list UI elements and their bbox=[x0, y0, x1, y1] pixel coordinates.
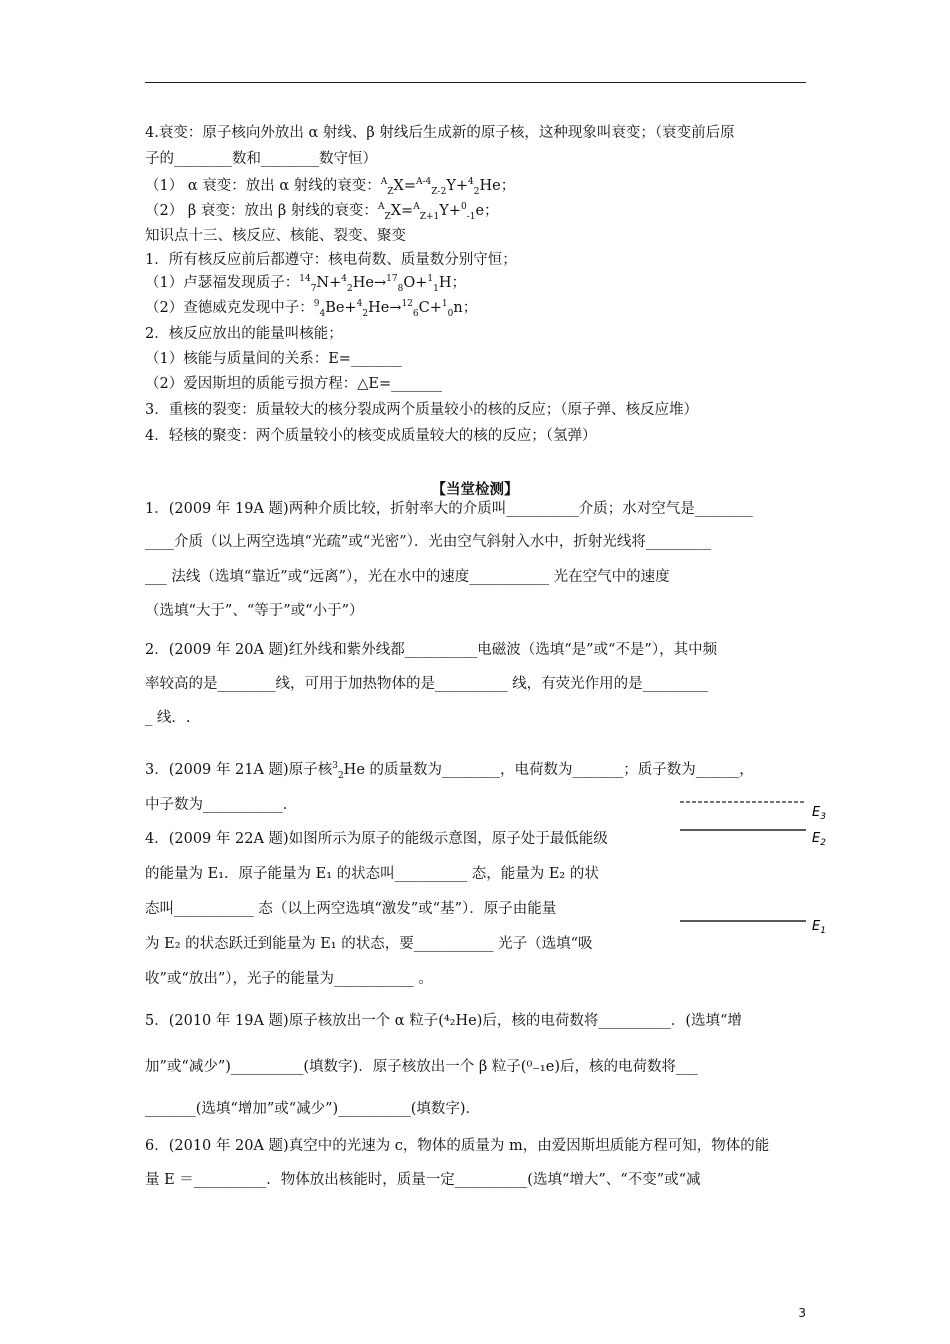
question-line: 5．(2010 年 19A 题)原子核放出一个 α 粒子(⁴₂He)后，核的电荷数将__________．(选填“增 bbox=[145, 1013, 742, 1029]
question-line: 的能量为 E₁．原子能量为 E₁ 的状态叫__________ 态，能量为 E₂ 的状 bbox=[145, 866, 599, 882]
text-line: 2．核反应放出的能量叫核能； bbox=[145, 326, 343, 342]
text-line: 1．所有核反应前后都遵守：核电荷数、质量数分别守恒； bbox=[145, 252, 517, 268]
question-line: （选填“大于”、“等于”或“小于”） bbox=[145, 603, 364, 619]
question-line: ___ 法线（选填“靠近”或“远离”），光在水中的速度___________ 光在空气中的速度 bbox=[145, 569, 670, 585]
text-line: （2）查德威克发现中子：$^9_4$Be+$^4_2$He→$^{12}_6$C+$^1_0$n； bbox=[145, 299, 478, 319]
text-line: （1）核能与质量间的关系：E=_______ bbox=[145, 351, 402, 367]
question-line: 收”或“放出”），光子的能量为___________ 。 bbox=[145, 971, 433, 987]
section-title: 【当堂检测】 bbox=[431, 481, 519, 498]
text-line: 4.衰变：原子核向外放出 α 射线、β 射线后生成新的原子核，这种现象叫衰变；（衰变前后原 bbox=[145, 125, 735, 141]
text-line: 知识点十三、核反应、核能、裂变、聚变 bbox=[145, 228, 406, 244]
question-line: 中子数为___________． bbox=[145, 797, 298, 813]
level-e3-label: $E_3$ bbox=[812, 805, 826, 822]
question-line: 为 E₂ 的状态跃迁到能量为 E₁ 的状态，要___________ 光子（选填“吸 bbox=[145, 936, 593, 952]
question-line: 1．(2009 年 19A 题)两种介质比较，折射率大的介质叫__________介质；水对空气是________ bbox=[145, 501, 753, 517]
question-line: 3．(2009 年 21A 题)原子核$^3_2$He 的质量数为________，电荷数为_______；质子数为______， bbox=[145, 761, 754, 781]
text-line: 3．重核的裂变：质量较大的核分裂成两个质量较小的核的反应；（原子弹、核反应堆） bbox=[145, 402, 698, 418]
text-line: （2） β 衰变：放出 β 射线的衰变：$^A_Z$X=$^A_{Z+1}$Y+$^0_{-1}$e； bbox=[145, 202, 499, 222]
text-line: （2）爱因斯坦的质能亏损方程：△E=_______ bbox=[145, 376, 442, 392]
text-line: （1）卢瑟福发现质子：$^{14}_7$N+$^4_2$He→$^{17}_8$O+$^1_1$H； bbox=[145, 274, 466, 294]
question-line: _ 线．. bbox=[145, 710, 191, 726]
energy-level-diagram bbox=[678, 798, 838, 938]
question-line: 2．(2009 年 20A 题)红外线和紫外线都__________电磁波（选填“是”或“不是”），其中频 bbox=[145, 642, 718, 658]
page-number: 3 bbox=[798, 1306, 806, 1320]
question-line: ____介质（以上两空选填“光疏”或“光密”）．光由空气斜射入水中，折射光线将_________ bbox=[145, 534, 712, 550]
level-e1-label: $E_1$ bbox=[812, 919, 826, 936]
header-rule bbox=[145, 82, 806, 83]
question-line: 量 E ＝__________．物体放出核能时，质量一定__________(选填“增大”、“不变”或“减 bbox=[145, 1172, 701, 1188]
level-e2-label: $E_2$ bbox=[812, 831, 826, 848]
question-line: _______(选填“增加”或“减少”)__________(填数字)． bbox=[145, 1101, 481, 1117]
question-line: 态叫___________ 态（以上两空选填“激发”或“基”）．原子由能量 bbox=[145, 901, 557, 917]
question-line: 加”或“减少”)__________(填数字)．原子核放出一个 β 粒子(⁰₋₁e)后，核的电荷数将___ bbox=[145, 1059, 698, 1075]
text-line: 4．轻核的聚变：两个质量较小的核变成质量较大的核的反应；（氢弹） bbox=[145, 428, 597, 444]
text-line: （1） α 衰变：放出 α 射线的衰变：$^A_Z$X=$^{A-4}_{Z-2}$Y+$^4_2$He； bbox=[145, 177, 516, 197]
question-line: 4．(2009 年 22A 题)如图所示为原子的能级示意图，原子处于最低能级 bbox=[145, 831, 608, 847]
text-line: 子的________数和________数守恒） bbox=[145, 151, 377, 167]
question-line: 6．(2010 年 20A 题)真空中的光速为 c，物体的质量为 m，由爱因斯坦质能方程可知，物体的能 bbox=[145, 1138, 770, 1154]
question-line: 率较高的是________线，可用于加热物体的是__________ 线，有荧光作用的是_________ bbox=[145, 676, 708, 692]
